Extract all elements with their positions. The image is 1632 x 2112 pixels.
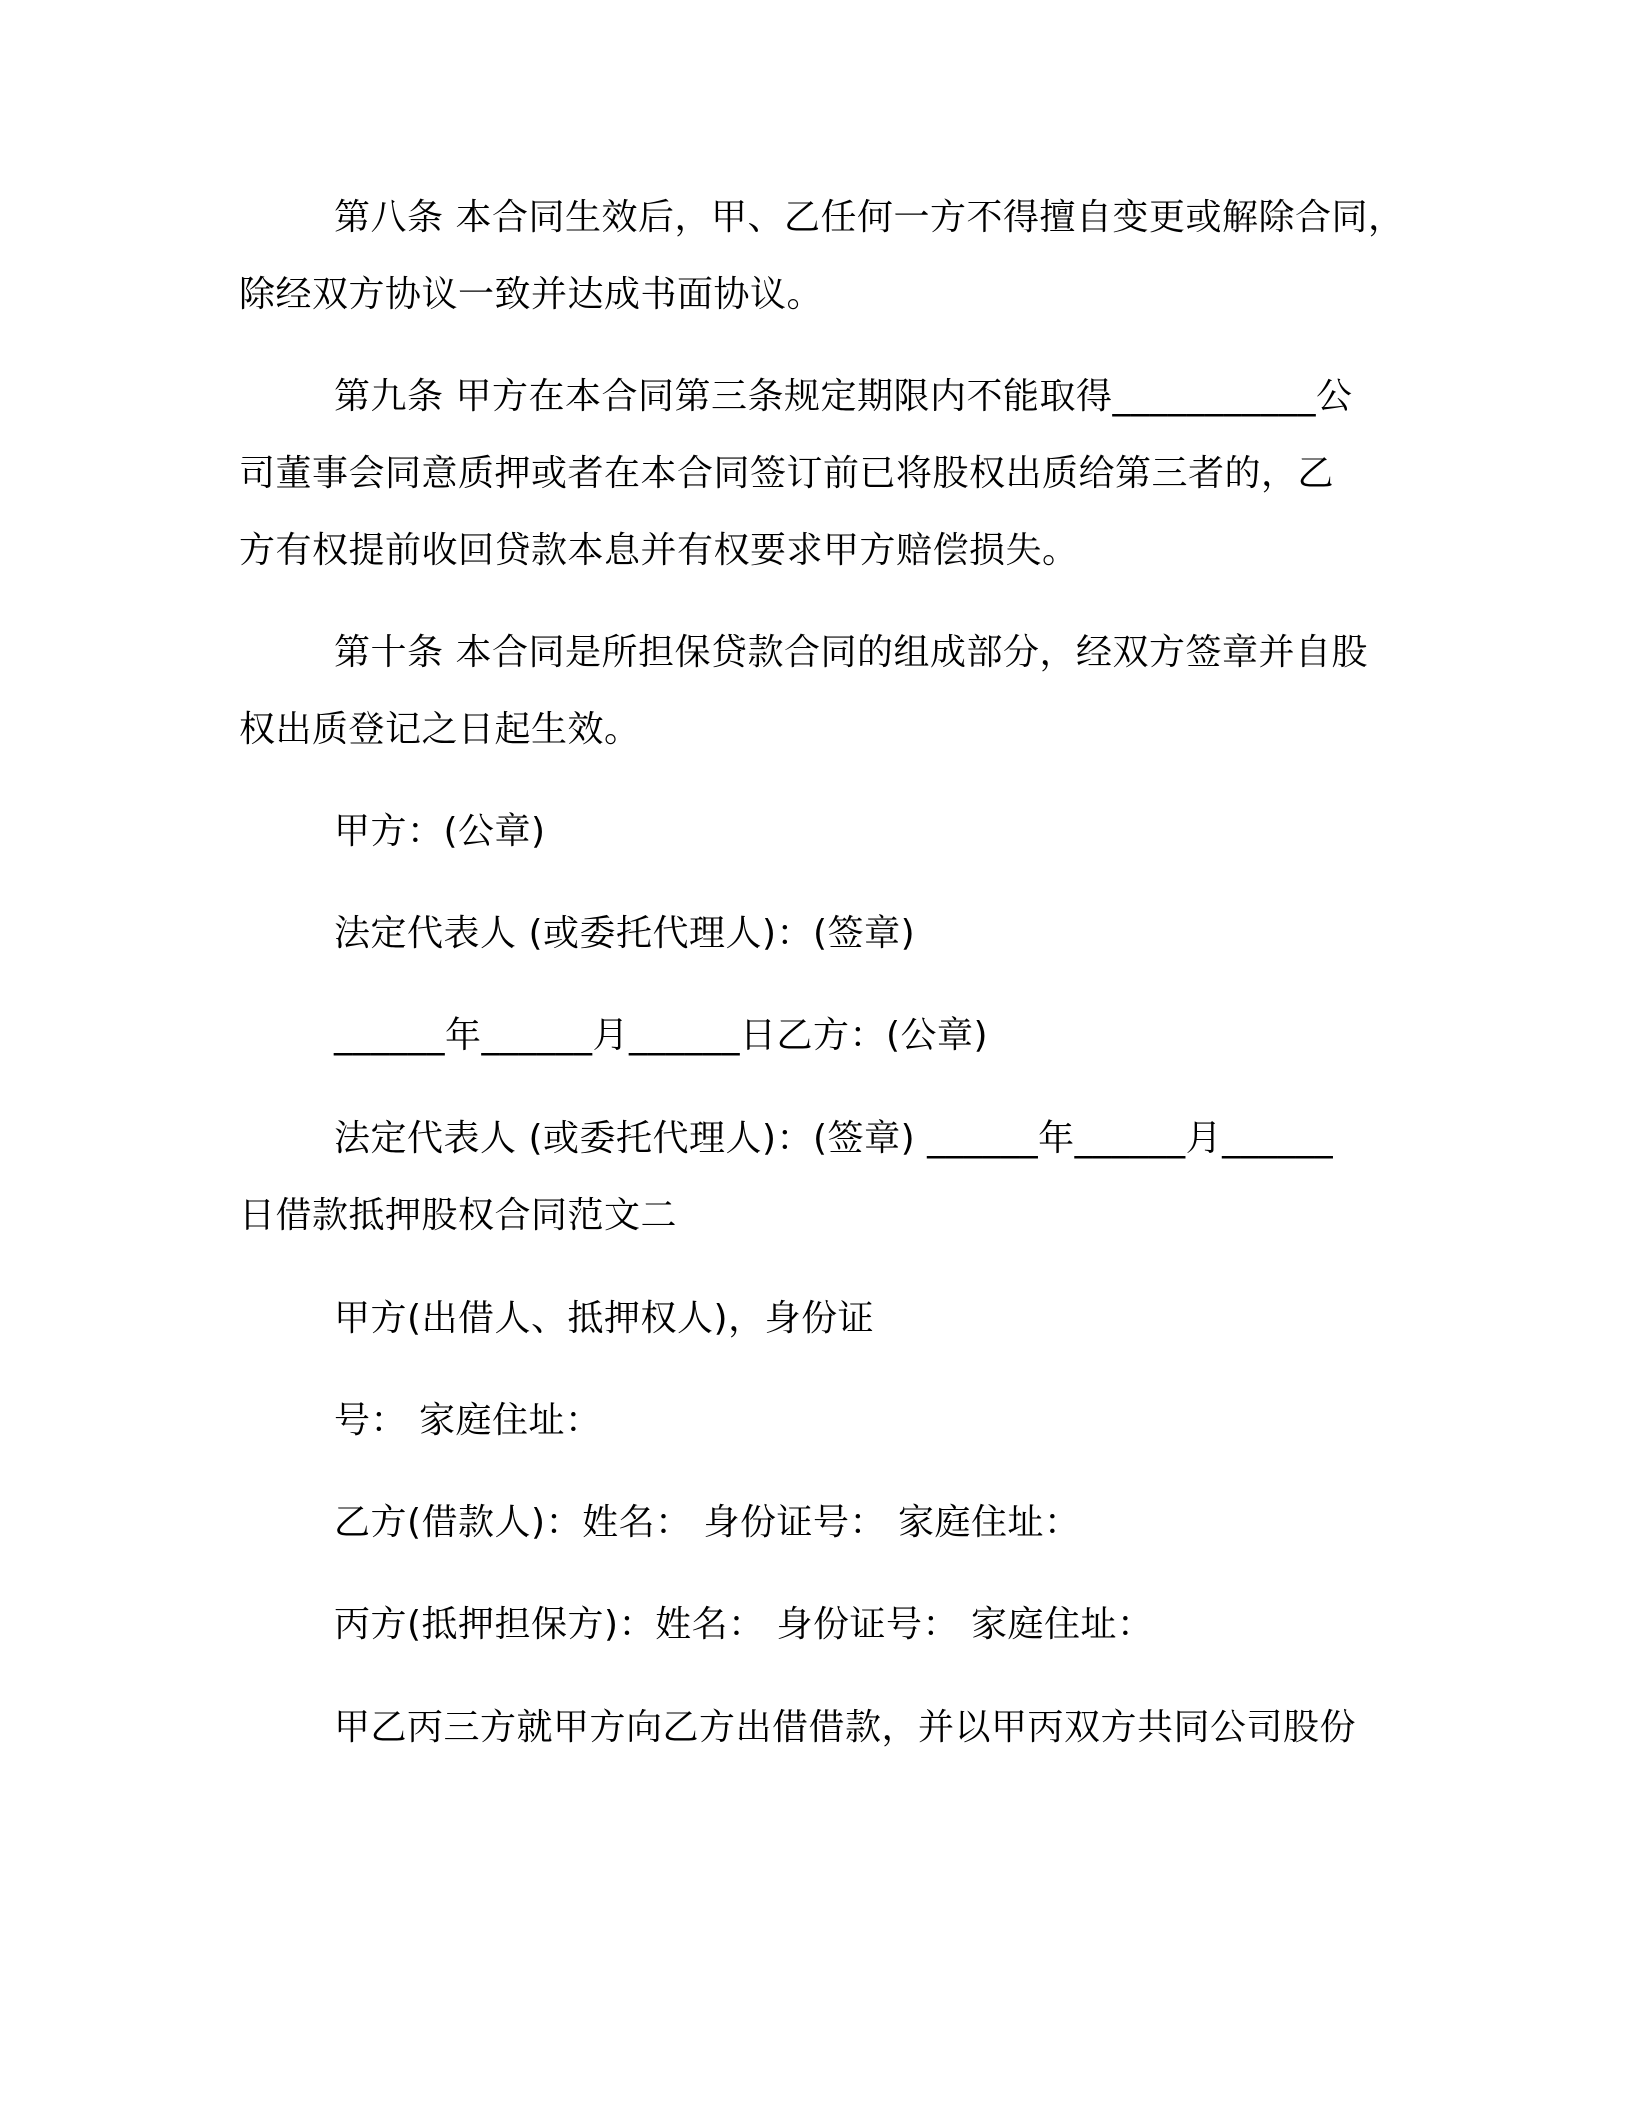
id-address-line: 号： 家庭住址： (334, 1400, 602, 1441)
date-party-b-seal-line: ______年______月______日乙方：(公章) (334, 1015, 989, 1056)
party-c-guarantor-line: 丙方(抵押担保方)：姓名： 身份证号： 家庭住址： (334, 1604, 1154, 1645)
article-10-line-2: 权出质登记之日起生效。 (239, 709, 641, 750)
party-a-lender-line: 甲方(出借人、抵押权人)，身份证 (334, 1298, 875, 1339)
party-b-borrower-line: 乙方(借款人)：姓名： 身份证号： 家庭住址： (334, 1502, 1081, 1543)
article-8-line-1: 第八条 本合同生效后，甲、乙任何一方不得擅自变更或解除合同， (334, 197, 1405, 238)
legal-rep-sign-line-2: 法定代表人 (或委托代理人)：(签章) ______年______月______ (334, 1118, 1334, 1159)
sample-two-title-line: 日借款抵押股权合同范文二 (239, 1195, 678, 1236)
article-9-line-2: 司董事会同意质押或者在本合同签订前已将股权出质给第三者的，乙 (239, 453, 1335, 494)
agreement-intro-line: 甲乙丙三方就甲方向乙方出借借款，并以甲丙双方共同公司股份 (334, 1707, 1357, 1748)
article-9-line-1: 第九条 甲方在本合同第三条规定期限内不能取得___________公 (334, 376, 1353, 417)
article-10-line-1: 第十条 本合同是所担保贷款合同的组成部分，经双方签章并自股 (334, 632, 1368, 673)
party-a-seal-line: 甲方：(公章) (334, 811, 546, 852)
article-9-line-3: 方有权提前收回贷款本息并有权要求甲方赔偿损失。 (239, 530, 1079, 571)
article-8-line-2: 除经双方协议一致并达成书面协议。 (239, 274, 824, 315)
legal-rep-sign-line-1: 法定代表人 (或委托代理人)：(签章) (334, 913, 916, 954)
